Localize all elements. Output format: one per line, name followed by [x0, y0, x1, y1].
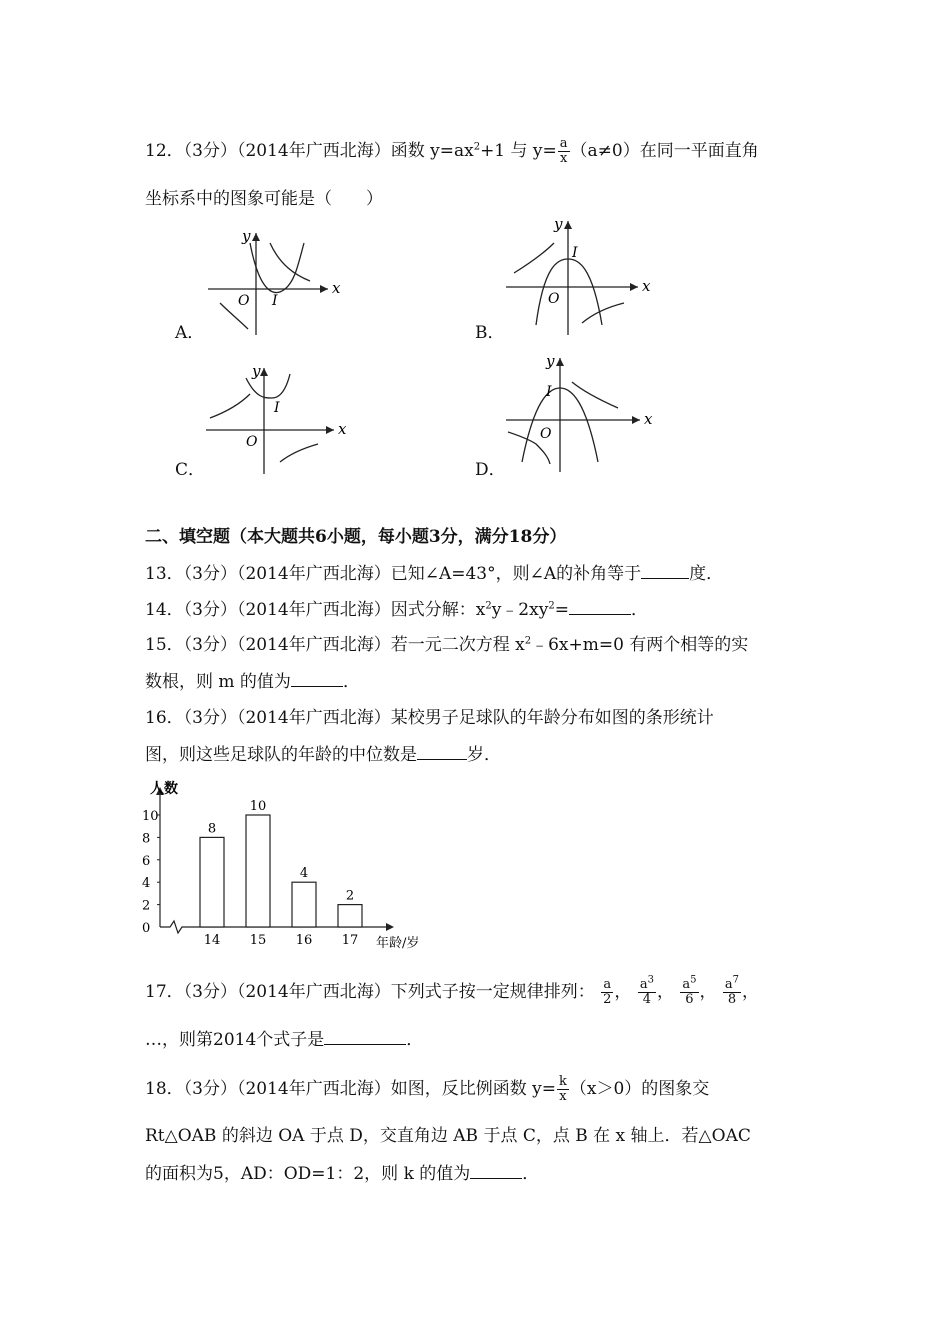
q14-sup2: 2: [548, 600, 555, 612]
q12-text-suffix: （a≠0）在同一平面直角: [570, 141, 759, 161]
y-axis-arrow: [556, 358, 564, 366]
bars: [200, 799, 362, 948]
y-label: y: [252, 362, 261, 380]
x-label: x: [642, 277, 651, 295]
hyperbola-branch-2: [280, 444, 318, 462]
x-tick-label: 16: [295, 933, 313, 948]
q15-sup: 2: [524, 635, 532, 647]
y-tick-label: 10: [142, 809, 159, 824]
term-numerator: a: [682, 977, 691, 992]
q18-line1: [145, 1075, 709, 1104]
bar-17: [338, 905, 362, 927]
q16-line2: [145, 743, 501, 766]
one-label: I: [274, 400, 280, 416]
y-tick-label: 6: [142, 853, 151, 869]
parabola-curve: [250, 243, 304, 293]
term-numerator: a: [724, 977, 733, 992]
x-tick-label: 17: [341, 933, 359, 948]
option-b-label: B．: [475, 323, 505, 343]
y-axis-arrow: [252, 233, 260, 241]
separator: ，: [699, 982, 717, 1002]
separator: ，: [742, 982, 760, 1002]
hyperbola-branch-1: [210, 394, 250, 418]
q12-sup: 2: [473, 141, 481, 153]
y-tick-label: 2: [142, 898, 151, 914]
x-axis-arrow: [630, 283, 638, 291]
one-label: I: [272, 293, 278, 309]
q14-equals: =: [554, 600, 569, 620]
fraction-denominator: x: [558, 151, 570, 166]
answer-blank[interactable]: [569, 598, 631, 615]
q17-term-1: [601, 978, 613, 1007]
q17-text-end: ．: [406, 1030, 424, 1050]
q18-text3: 的面积为5，AD：OD=1：2，则 k 的值为: [145, 1164, 471, 1184]
q17-term-4: [723, 974, 741, 1007]
answer-blank[interactable]: [417, 743, 467, 760]
q15-text2: 数根，则 m 的值为: [145, 672, 291, 692]
x-tick-label: 15: [249, 933, 267, 948]
term-exponent: 3: [647, 974, 654, 986]
q13-text: 13．（3分）（2014年广西北海）已知∠A=43°，则∠A的补角等于: [145, 564, 642, 584]
y-label: y: [546, 352, 555, 370]
one-label: I: [572, 245, 578, 261]
fraction-numerator: k: [558, 1074, 567, 1089]
hyperbola-branch-2: [572, 382, 618, 408]
q17-term-3: [680, 974, 698, 1007]
option-b-graph: [500, 215, 650, 340]
q14-text-mid: y﹣2xy: [491, 600, 549, 620]
x-label: x: [332, 279, 341, 297]
term-numerator: a: [603, 977, 612, 992]
option-d-graph: [500, 352, 653, 477]
hyperbola-branch-2: [582, 303, 624, 323]
q12-text-mid: +1 与 y=: [480, 141, 557, 161]
q14-text: 14．（3分）（2014年广西北海）因式分解：x: [145, 600, 486, 620]
q12-fraction: [558, 137, 570, 166]
q14-text-end: ．: [630, 600, 648, 620]
origin-label: O: [246, 434, 258, 450]
origin-label: O: [238, 293, 250, 309]
answer-blank[interactable]: [324, 1028, 406, 1045]
x-axis-arrow: [320, 285, 328, 293]
chart-x-arrow: [386, 923, 394, 931]
x-axis-arrow: [632, 416, 640, 424]
fraction-numerator: a: [559, 136, 568, 151]
y-label: y: [554, 215, 563, 233]
one-label: I: [546, 384, 552, 400]
y-tick-labels: [142, 809, 160, 936]
q16-text: 图，则这些足球队的年龄的中位数是: [145, 745, 417, 765]
origin-label: O: [540, 426, 552, 442]
q14-sup1: 2: [485, 600, 492, 612]
bar-data-label: 2: [345, 888, 355, 904]
chart-xlabel: 年龄/岁: [376, 936, 420, 951]
term-numerator: a: [639, 977, 648, 992]
fraction-denominator: x: [557, 1089, 569, 1104]
bar-data-label: 8: [207, 821, 217, 837]
bar-16: [292, 882, 316, 927]
bar-14: [200, 837, 224, 927]
bar-15: [246, 815, 270, 927]
y-axis-arrow: [564, 221, 572, 229]
chart-ylabel: 人数: [150, 781, 178, 797]
hyperbola-branch-1: [270, 243, 310, 281]
x-axis-arrow: [326, 426, 334, 434]
q18-text-end: ．: [522, 1164, 540, 1184]
q13-line: [145, 562, 723, 585]
q15-text: 15．（3分）（2014年广西北海）若一元二次方程 x: [145, 635, 525, 655]
bar-data-label: 4: [299, 866, 309, 882]
section-title: 二、填空题（本大题共6小题，每小题3分，满分18分）: [145, 527, 567, 547]
bar-chart: [140, 775, 440, 955]
answer-blank[interactable]: [291, 670, 343, 687]
q17-line1: [145, 974, 760, 1007]
option-a-label: A．: [175, 323, 205, 343]
y-tick-label: 0: [142, 921, 151, 936]
q12-line2: 坐标系中的图象可能是（ ）: [145, 189, 383, 209]
y-tick-label: 8: [142, 831, 151, 847]
separator: ，: [656, 982, 674, 1002]
q15-text-b: ﹣6x+m=0 有两个相等的实: [531, 635, 749, 655]
term-denominator: 4: [638, 992, 656, 1007]
q14-line: [145, 598, 648, 621]
q15-line1: [145, 634, 748, 656]
separator: ，: [614, 982, 632, 1002]
q15-line2: [145, 670, 360, 693]
y-axis-arrow: [260, 368, 268, 376]
q16-text-end: 岁．: [467, 745, 501, 765]
x-tick-label: 14: [203, 933, 221, 948]
term-exponent: 7: [732, 974, 740, 986]
q18-fraction: [557, 1075, 569, 1104]
option-c-graph: [200, 362, 350, 477]
answer-blank[interactable]: [641, 562, 689, 579]
q18-text: 18．（3分）（2014年广西北海）如图，反比例函数 y=: [145, 1079, 556, 1099]
q18-line3: [145, 1162, 539, 1185]
q17-term-2: [638, 974, 656, 1007]
q18-line2: Rt△OAB 的斜边 OA 于点 D，交直角边 AB 于点 C，点 B 在 x 轴上．若△OAC: [145, 1126, 751, 1146]
origin-label: O: [548, 291, 560, 307]
q17-line2: [145, 1028, 423, 1051]
q17-text: 17．（3分）（2014年广西北海）下列式子按一定规律排列：: [145, 982, 595, 1002]
q12-line1: [145, 137, 759, 166]
option-d-label: D．: [475, 460, 506, 480]
option-c-label: C．: [175, 460, 206, 480]
q17-text2: …，则第2014个式子是: [145, 1030, 325, 1050]
q13-text-end: 度．: [689, 564, 724, 584]
term-exponent: 5: [690, 974, 697, 986]
q16-line1: 16．（3分）（2014年广西北海）某校男子足球队的年龄分布如图的条形统计: [145, 708, 714, 728]
x-label: x: [338, 420, 347, 438]
y-tick-label: 4: [142, 876, 151, 892]
hyperbola-branch-1: [514, 243, 554, 273]
y-label: y: [242, 227, 251, 245]
q18-text-b: （x＞0）的图象交: [569, 1079, 710, 1099]
bar-data-label: 10: [249, 799, 267, 814]
term-denominator: 8: [723, 992, 741, 1007]
q15-text-end: ．: [342, 672, 360, 692]
term-denominator: 6: [680, 992, 698, 1007]
term-denominator: 2: [603, 992, 612, 1007]
x-label: x: [644, 410, 653, 428]
option-a-graph: [200, 225, 340, 340]
answer-blank[interactable]: [470, 1162, 522, 1179]
q12-text: 12．（3分）（2014年广西北海）函数 y=ax: [145, 141, 474, 161]
